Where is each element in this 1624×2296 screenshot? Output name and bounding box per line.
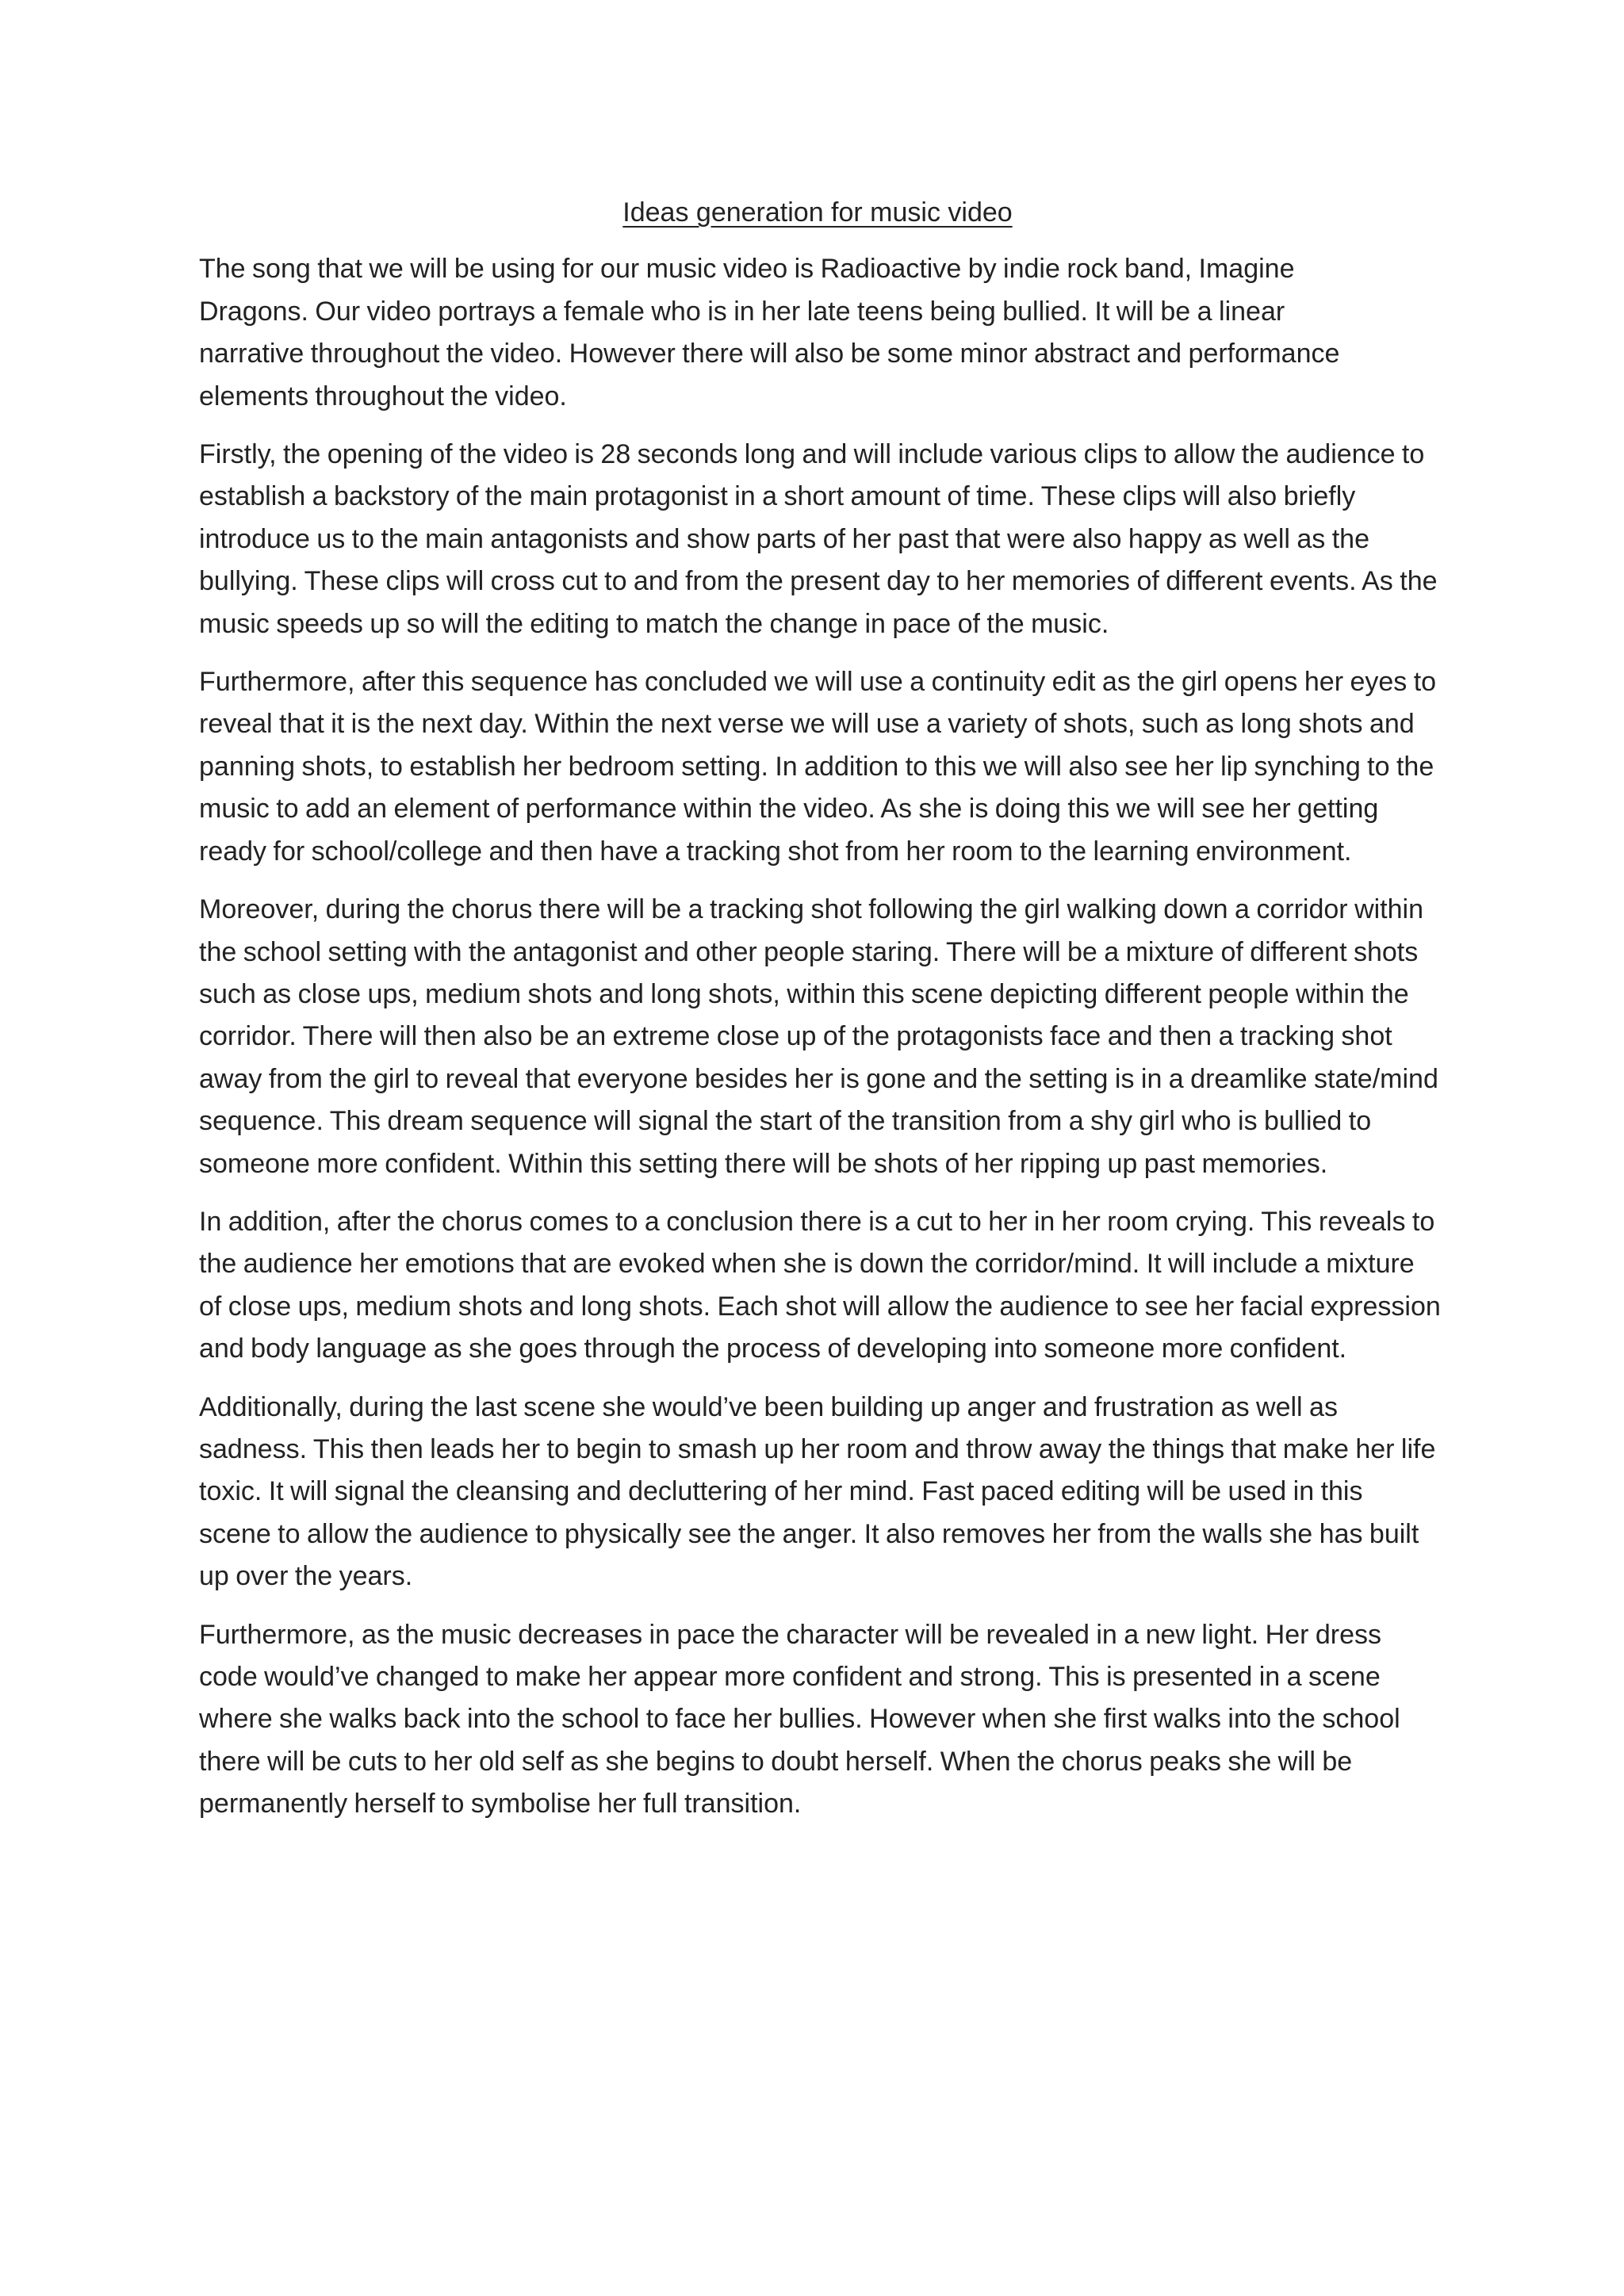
paragraph-opening: Firstly, the opening of the video is 28 seconds long and will include various clips to allow the audience to establish a backstory of the main protagonist in a short amount of time. These clips will also briefly introduce us to the main antagonists and show parts of her past that were also happy as well as the bullying. These clips will cross cut to and from the present day to her memories of different events. As the music speeds up so will the editing to match the change in pace of the music. <box>199 439 1438 639</box>
paragraph-ending: Furthermore, as the music decreases in pace the character will be revealed in a new light. Her dress code would’ve changed to make her appear more confident and strong. This is presented in a scene where she walks back into the school to face her bullies. However when she first walks into the school there will be cuts to her old self as she begins to doubt herself. When the chorus peaks she will be permanently herself to symbolise her full transition. <box>199 1619 1400 1820</box>
paragraph-verse: Furthermore, after this sequence has concluded we will use a continuity edit as the girl opens her eyes to reveal that it is the next day. Within the next verse we will use a variety of shots, such as long shots and panning shots, to establish her bedroom setting. In addition to this we will also see her lip synching to the music to add an element of performance within the video. As she is doing this we will see her getting ready for school/college and then have a tracking shot from her room to the learning environment. <box>199 667 1437 867</box>
document-body <box>199 192 1441 1842</box>
paragraph-last-scene: Additionally, during the last scene she would’ve been building up anger and frustration as well as sadness. This then leads her to begin to smash up her room and throw away the things that make her life toxic. It will signal the cleansing and decluttering of her mind. Fast paced editing will be used in this scene to allow the audience to physically see the anger. It also removes her from the walls she has built up over the years. <box>199 1391 1436 1592</box>
document-title: Ideas generation for music video <box>622 197 1013 228</box>
paragraph-intro: The song that we will be using for our music video is Radioactive by indie rock band, Imagine Dragons. Our video portrays a female who is in her late teens being bullied. It will be a linear narrative throughout the video. However there will also be some minor abstract and performance elements throughout the video. <box>199 254 1340 411</box>
paragraph-crying-scene: In addition, after the chorus comes to a conclusion there is a cut to her in her room crying. This reveals to the audience her emotions that are evoked when she is down the corridor/mind. It will include a mixture of close ups, medium shots and long shots. Each shot will allow the audience to see her facial expression and body language as she goes through the process of developing into someone more confident. <box>199 1206 1441 1364</box>
paragraph-chorus: Moreover, during the chorus there will be a tracking shot following the girl walking down a corridor within the school setting with the antagonist and other people staring. There will be a mixture of different shots such as close ups, medium shots and long shots, within this scene depicting different people within the corridor. There will then also be an extreme close up of the protagonists face and then a tracking shot away from the girl to reveal that everyone besides her is gone and the setting is in a dreamlike state/mind sequence. This dream sequence will signal the start of the transition from a shy girl who is bullied to someone more confident. Within this setting there will be shots of her ripping up past memories. <box>199 894 1438 1179</box>
